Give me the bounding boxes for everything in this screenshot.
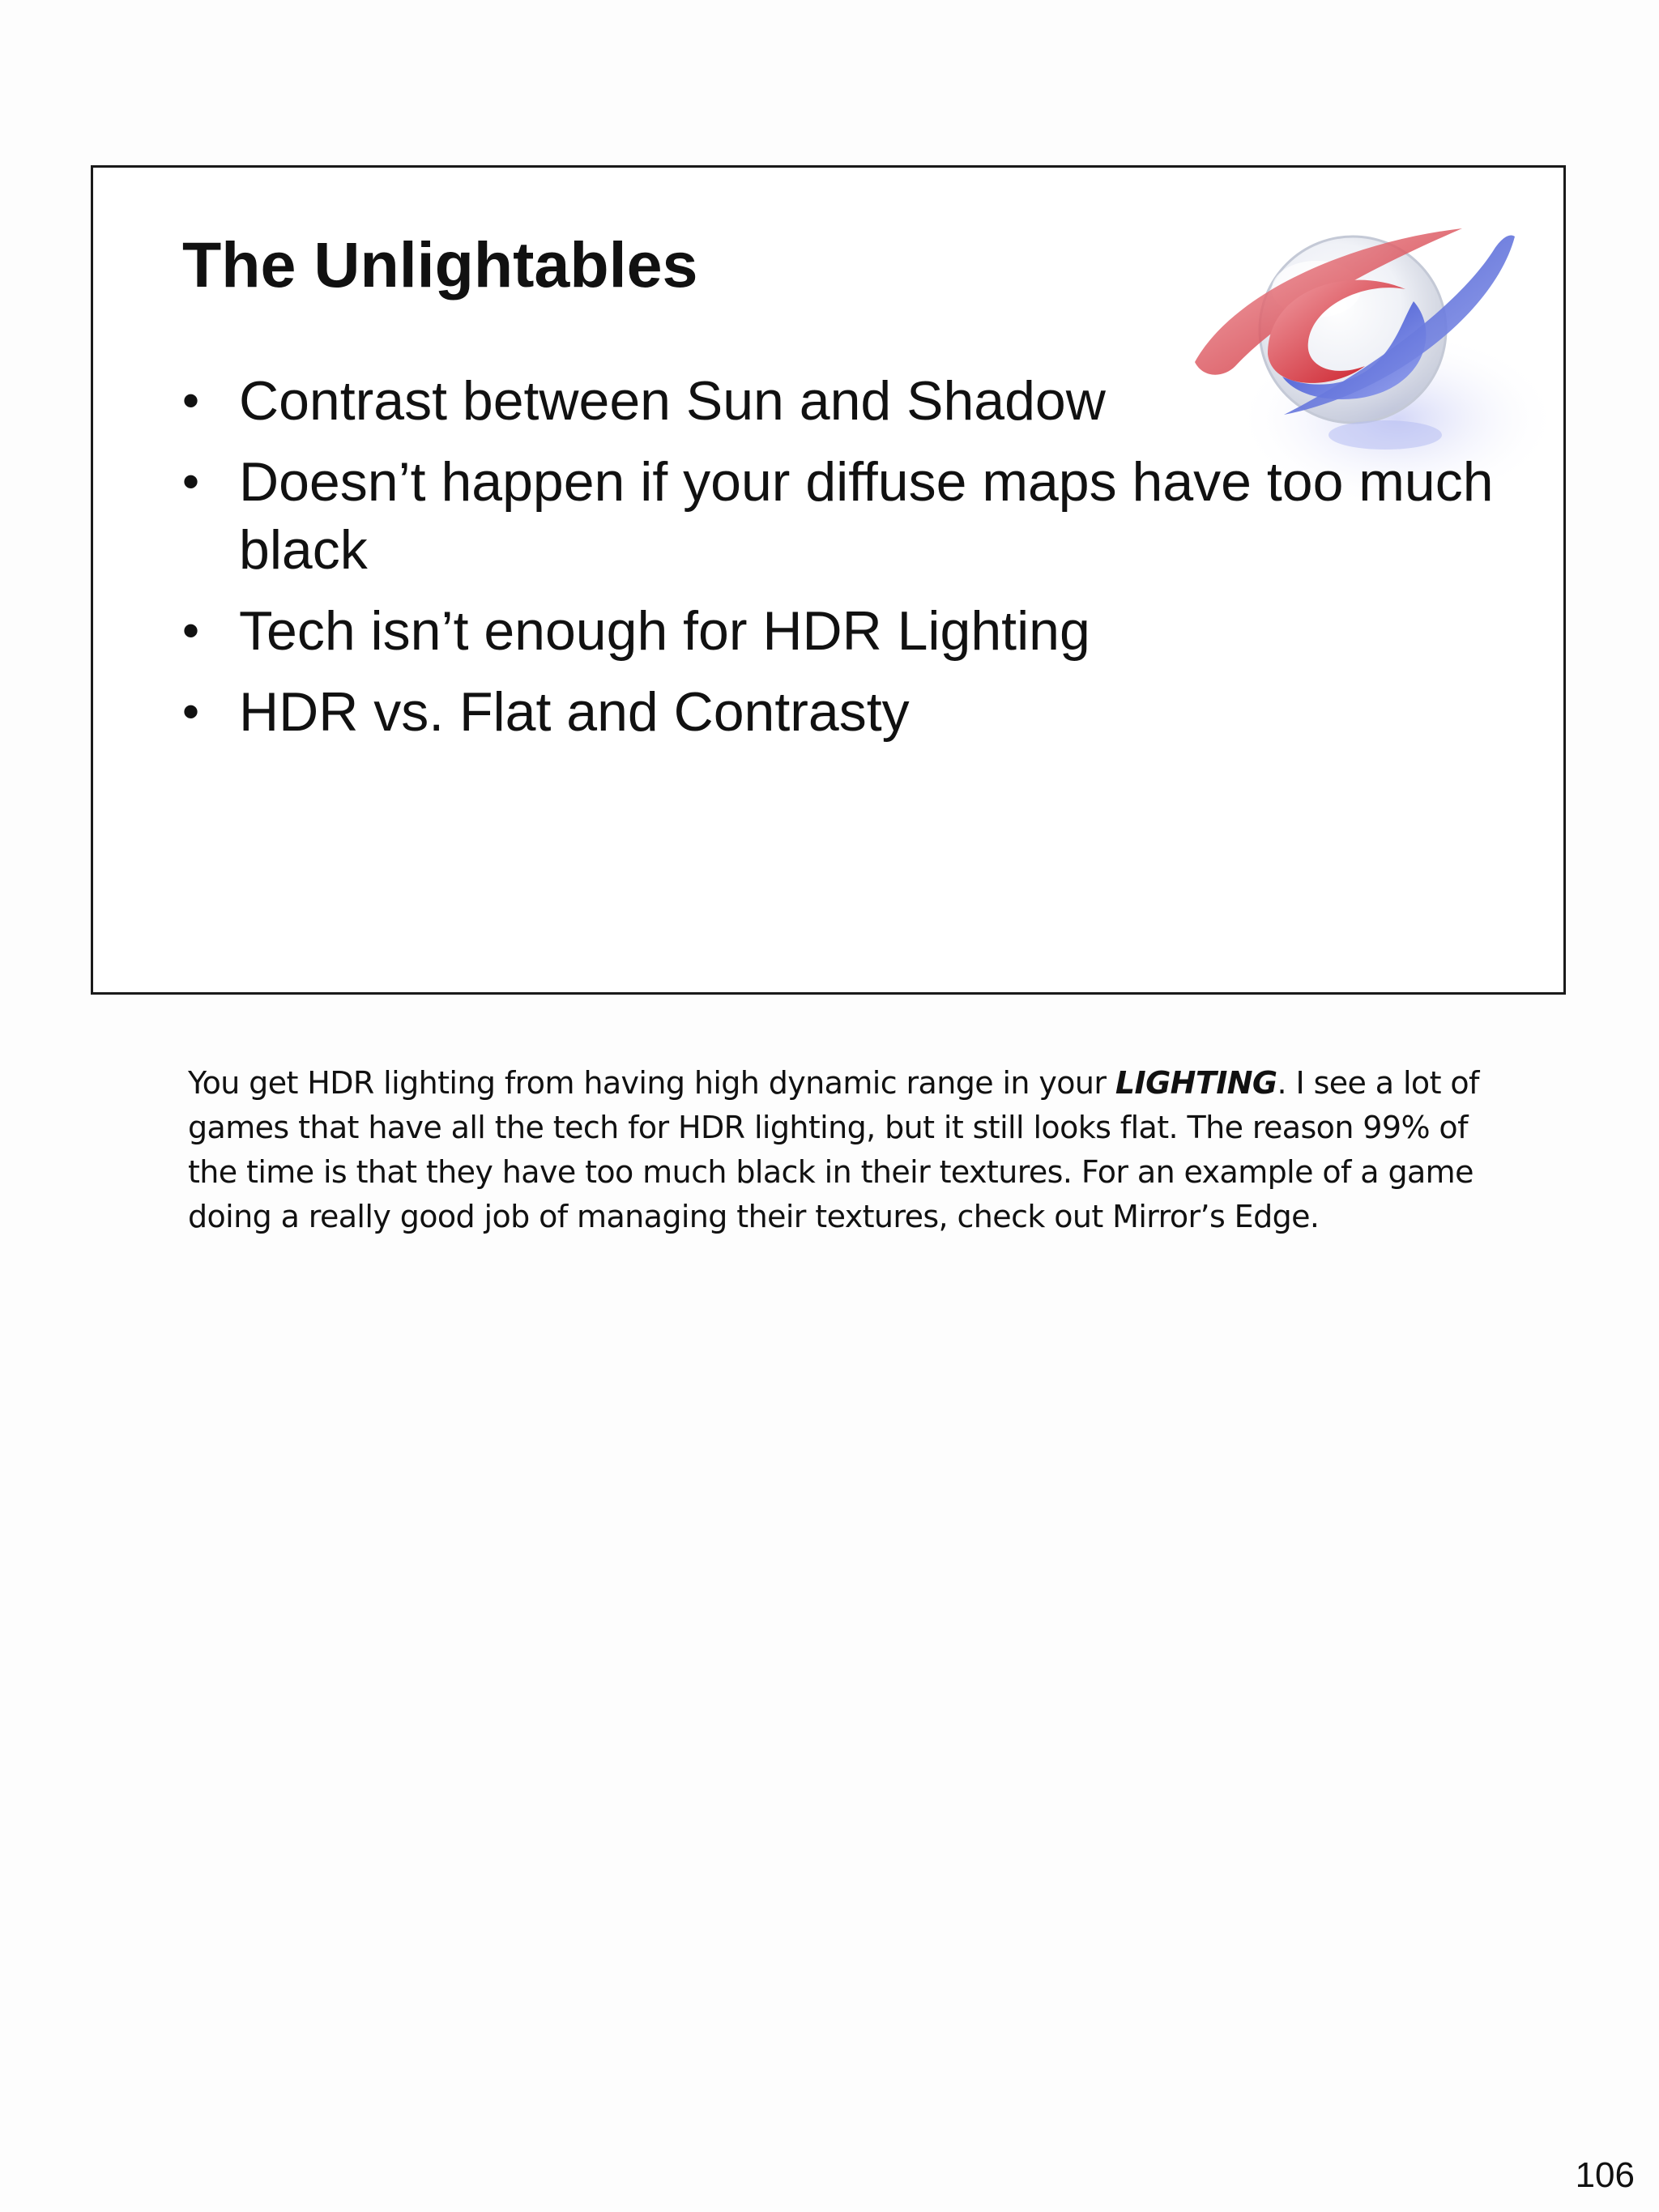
bullet-marker: • — [182, 373, 200, 428]
speaker-notes — [188, 1061, 1500, 1239]
list-item — [182, 367, 1527, 435]
bullet-marker: • — [182, 603, 200, 658]
bullet-text: Contrast between Sun and Shadow — [239, 370, 1106, 432]
notes-text-start: You get HDR lighting from having high dynamic range in your — [188, 1065, 1115, 1101]
bullet-text: Tech isn’t enough for HDR Lighting — [239, 600, 1090, 662]
page-number: 106 — [1575, 2155, 1635, 2195]
slide-title: The Unlightables — [182, 228, 698, 300]
notes-emphasis: LIGHTING — [1115, 1065, 1277, 1101]
slide-frame — [91, 165, 1566, 995]
list-item — [182, 597, 1527, 665]
bullet-marker: • — [182, 454, 200, 509]
list-item — [182, 448, 1527, 584]
notes-text-end: . I see a lot of games that have all the tech for HDR lighting, but it still looks flat. The reason 99% of the time is that they have too much black in their textures. For an example of a game doing a really good job of managing their textures, check out Mirror’s Edge. — [188, 1065, 1479, 1234]
bullet-text: HDR vs. Flat and Contrasty — [239, 681, 910, 743]
bullet-list — [182, 367, 1527, 759]
bullet-text: Doesn’t happen if your diffuse maps have too much black — [239, 451, 1494, 581]
list-item — [182, 678, 1527, 746]
bullet-marker: • — [182, 684, 200, 739]
